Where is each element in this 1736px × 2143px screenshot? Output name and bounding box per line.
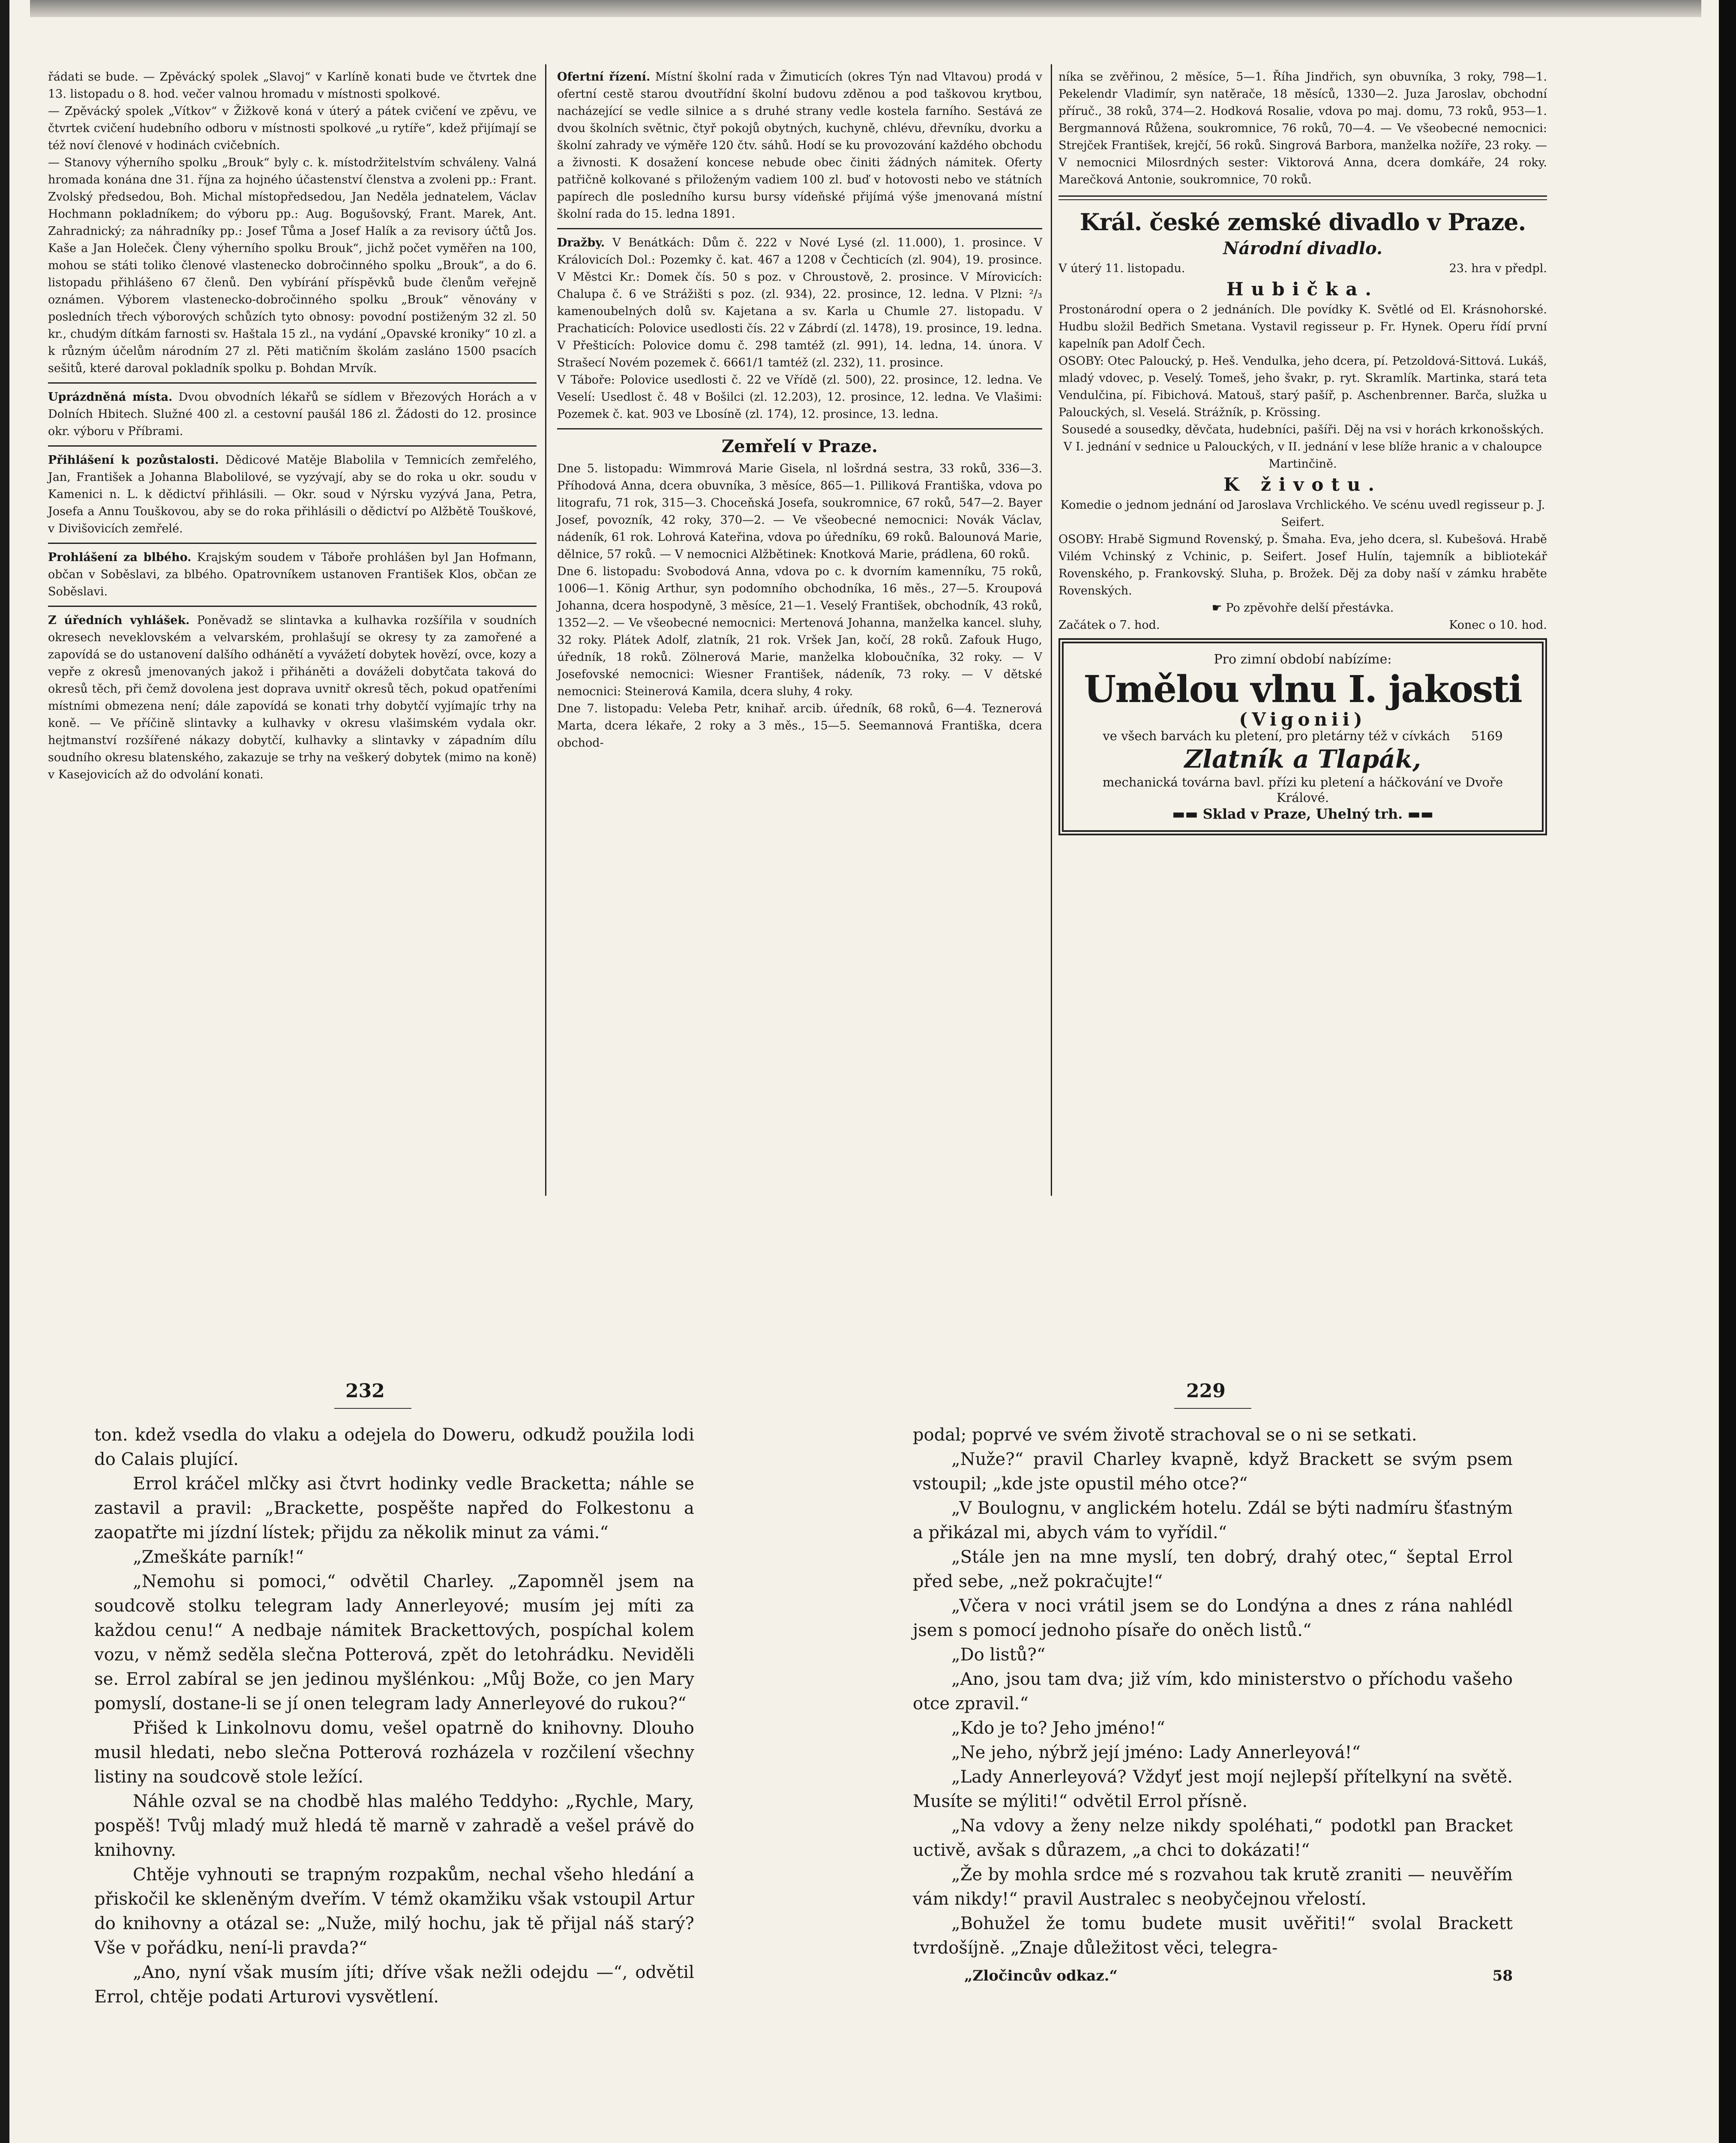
column-rule-1 (545, 64, 546, 1196)
ad-subheadline: (Vigonii) (1239, 709, 1367, 730)
story-paragraph: „Nuže?“ pravil Charley kvapně, když Brackett se svým psem vstoupil; „kde jste opustil mého otce?“ (913, 1450, 1513, 1494)
story-page-left (94, 1423, 694, 2009)
ad-address-row (1076, 805, 1529, 822)
official-notice (48, 612, 537, 783)
column-1 (48, 69, 537, 783)
story-paragraph: ton. kdež vsedla do vlaku a odejela do Doweru, odkudž použila lodi do Calais plující. (94, 1425, 694, 1469)
story-paragraph: „Lady Annerleyová? Vždyť jest mojí nejlepší přítelkyní na světě. Musíte se mýliti!“ odvětil Errol přísně. (913, 1767, 1513, 1811)
auctions-text-2: V Táboře: Polovice usedlosti č. 22 ve Vřídě (zl. 500), 22. prosince, 12. ledna. Ve Veselí: Usedlost č. 48 v Bošilci (zl. 12.203), 12. prosince, 12. ledna. Ve Vlašimi: Pozemek č. kat. 903 ve Lbosíně (zl. 174), 12. prosince, 13. ledna. (557, 373, 1042, 421)
school-tender-heading: Ofertní řízení. (557, 70, 651, 84)
theatre-subtitle: Národní divadlo. (1223, 238, 1382, 258)
school-tender-text: Místní školní rada v Žimuticích (okres Týn nad Vltavou) prodá v ofertní cestě starou dvoutřídní školní budovu zděnou a pod taškovou krytbou, nacházející se vedle silnice a s druhé strany vedle kostela farního. Sestává ze dvou školních světnic, čtyř pokojů obytných, kuchyně, chlévu, dřevníku, dvorku a školní zahrady ve výměře 120 čtv. sáhů. Hodí se ku provozování každého obchodu a živnosti. K dosažení koncese nebude obec činiti žádných námitek. Oferty patřičně kolkované s přiloženým vadiem 100 zl. buď v hotovosti nebo ve státních papírech dle posledního kursu bursy vídeňské přijímá výše jmenovaná místní školní rada do 15. ledna 1891. (557, 70, 1043, 221)
page-number-rule (1174, 1408, 1251, 1409)
column-2 (557, 69, 1042, 752)
auctions-notice (557, 234, 1042, 372)
vacancies-heading: Uprázdněná místa. (48, 390, 173, 404)
story-paragraph: „Stále jen na mne myslí, ten dobrý, drahý otec,“ šeptal Errol před sebe, „než pokračujte!“ (913, 1547, 1513, 1591)
times-row (1058, 617, 1547, 634)
story-paragraph: „Že by mohla srdce mé s rozvahou tak krutě zraniti — neuvěřím vám nikdy!“ pravil Australec s neobyčejnou vřelostí. (913, 1865, 1513, 1909)
inheritance-notice (48, 452, 537, 537)
double-divider (1058, 195, 1547, 200)
footer-title: „Zločincův odkaz.“ (964, 1967, 1118, 1984)
wool-advertisement (1058, 638, 1547, 835)
performance-date: V úterý 11. listopadu. (1058, 262, 1185, 275)
play-1-cast: OSOBY: Otec Paloucký, p. Heš. Vendulka, jeho dcera, pí. Petzoldová-Sittová. Lukáš, mladý vdovec, p. Veselý. Tomeš, jeho švakr, p. ryt. Skramlík. Martinka, stará teta Vendulčina, pí. Fibichová. Matouš, starý pašíř, p. Aschenbrenner. Barča, služka u Palouckých, sl. Veselá. Strážník, p. Krössing. (1058, 354, 1547, 419)
divider (48, 543, 537, 544)
official-text: Poněvadž se slintavka a kulhavka rozšířila v soudních okresech neveklovském a velvarském, prohlašují se okresy ty za zamořené a zapovídá se do ustanovení dalšího odhánětí a vyvážetí dobytek hovězí, ovce, kozy a vepře z okresů jmenovaných jakož i přiháněti a dováželi dobytčata taková do okresů těch, při čemž dovolena jest doprava uvnitř okresů těch, pokud opatřeními místními obmezena není; dále zapovídá se konati trhy dobytčí vyjímajíc trhy na koně. — Ve příčině slintavky a kulhavky v okresu vlašimském vydala okr. hejtmanství rozšířené nákazy dobytčí, kulhavky a slintavky v západním dílu soudního okresu blatenského, zakazuje se trhy na veškerý dobytek (mimo na koně) v Kasejovicích až do odvolání konati. (48, 614, 537, 781)
school-tender-notice (557, 69, 1042, 223)
story-paragraph: „Ano, nyní však musím jíti; dříve však nežli odejdu —“, odvětil Errol, chtěje podati Arturovi vysvětlení. (94, 1963, 694, 2007)
auctions-heading: Dražby. (557, 236, 605, 249)
ad-intro: Pro zimní období nabízíme: (1214, 652, 1392, 667)
deaths-day-3: Dne 7. listopadu: Veleba Petr, knihař. arcib. úředník, 68 roků, 6—4. Teznerová Marta, dcera lékaře, 2 roky a 3 měs., 15—5. Seemannová Františka, dcera obchod- (557, 702, 1042, 750)
top-edge-shadow (30, 0, 1701, 17)
play-1-setting: Sousedé a sousedky, děvčata, hudebníci, pašíři. Děj na vsi v horách krkonošských. V I. jednání v sednice u Palouckých, v II. jednání v lese blíže hranic a v chaloupce Martinčině. (1061, 423, 1544, 471)
inheritance-heading: Přihlášení k pozůstalosti. (48, 453, 219, 467)
story-paragraph: „Kdo je to? Jeho jméno!“ (951, 1718, 1165, 1738)
pointing-hand-icon: ☛ (1211, 601, 1222, 615)
play-title-1: Hubička. (1226, 279, 1379, 300)
theatre-title: Král. české zemské divadlo v Praze. (1079, 208, 1526, 236)
ad-firm-description: mechanická továrna bavl. přízi ku pletení a háčkování ve Dvoře Králové. (1102, 775, 1503, 805)
column-3 (1058, 69, 1547, 835)
story-paragraph: Chtěje vyhnouti se trapným rozpakům, nechal všeho hledání a přiskočil ke skleněným dveřím. V témž okamžiku však vstoupil Artur do knihovny a otázal se: „Nuže, milý hochu, jak tě přijal náš starý? Vše v pořádku, není-li pravda?“ (94, 1865, 694, 1958)
page-number-left: 232 (345, 1380, 385, 1402)
end-time: Konec o 10. hod. (1449, 618, 1547, 632)
story-paragraph: „Do listů?“ (951, 1645, 1046, 1665)
inheritance-text: Dědicové Matěje Blabolila v Temnicích zemřelého, Jan, František a Johanna Blabolilové, se vyzývají, aby se do roka u okr. soudu v Kamenici n. L. k dědictví přihlásili. — Okr. soud v Nýrsku vyzývá Jana, Petra, Josefa a Annu Touškovou, aby se do roka přihlásili o dědictví po Alžbětě Touškové, v Divišovicích zemřelé. (48, 453, 537, 535)
story-paragraph: „Ne jeho, nýbrž její jméno: Lady Annerleyová!“ (951, 1743, 1361, 1762)
story-paragraph: „Ano, jsou tam dva; již vím, kdo ministerstvo o příchodu vašeho otce zpravil.“ (913, 1669, 1513, 1714)
intermission-text: Po zpěvohře delší přestávka. (1226, 601, 1394, 615)
vacancies-text: Dvou obvodních lékařů se sídlem v Březových Horách a v Dolních Hbitech. Služné 400 zl. a cestovní paušál 186 zl. Žádosti do 12. prosince okr. výboru v Příbrami. (48, 390, 537, 438)
intermission-note (1058, 600, 1547, 617)
play-title-2: K životu. (1223, 474, 1382, 495)
auctions-text-1: V Benátkách: Dům č. 222 v Nové Lysé (zl. 11.000), 1. prosince. V Královicích Dol.: Pozemky č. kat. 467 a 1208 v Čechticích (zl. 904), 19. prosince. V Městci Kr.: Domek čís. 50 s poz. v Chroustově, 2. prosince. V Mírovicích: Chalupa č. 6 ve Strážišti s poz. (zl. 934), 22. prosince, 12. ledna. V Plzni: ²/₃ kamenoubelných dolů sv. Kajetana a sv. Karla u Chumle 27. listopadu. V Prachaticích: Polovice usedlosti čís. 22 v Zábrdí (zl. 1478), 19. prosince, 19. ledna. V Přešticích: Polovice domu č. 298 tamtéž (zl. 991), 14. ledna, 14. února. V Strašecí Novém pozemek č. 6661/1 tamtéž (zl. 232), 11. prosince. (557, 236, 1042, 369)
deaths-continued: níka se zvěřinou, 2 měsíce, 5—1. Říha Jindřich, syn obuvníka, 3 roky, 798—1. Pekelendr Vladimír, syn natěrače, 18 měsíců, 1330—2. Juza Jaroslav, obchodní příruč., 38 roků, 374—2. Hodková Rosalie, vdova po maj. domu, 73 roků, 953—1. Bergmannová Růžena, soukromnice, 76 roků, 70—4. — Ve všeobecné nemocnici: Strejček František, krejčí, 56 roků. Singrová Barbora, manželka nožíře, 23 roky. — V nemocnici Milosrdných sester: Viktorová Anna, dcera domkáře, 24 roky. Marečková Antonie, soukromnice, 70 roků. (1058, 70, 1547, 186)
story-footer (913, 1964, 1513, 1988)
story-paragraph: Errol kráčel mlčky asi čtvrt hodinky vedle Bracketta; náhle se zastavil a pravil: „Brackette, pospěšte napřed do Folkestonu a zaopatřte mi jízdní lístek; přijdu za několik minut za vámi.“ (94, 1474, 694, 1543)
ad-description: ve všech barvách ku pletení, pro pletárny též v cívkách (1103, 729, 1450, 743)
divider (48, 382, 537, 384)
performance-date-row (1058, 260, 1547, 277)
divider (48, 606, 537, 607)
deaths-title: Zemřelí v Praze. (721, 436, 878, 456)
story-paragraph: „Na vdovy a ženy nelze nikdy spoléhati,“ podotkl pan Bracket uctivě, avšak s důrazem, „a chci to dokázati!“ (913, 1816, 1513, 1860)
incompetence-text: Krajským soudem v Táboře prohlášen byl Jan Hofmann, občan v Soběslavi, za blbého. Opatrovníkem ustanoven František Klos, občan ze Soběslavi. (48, 551, 537, 598)
story-paragraph: „Zmeškáte parník!“ (133, 1547, 304, 1567)
official-heading: Z úředních vyhlášek. (48, 614, 190, 627)
divider (557, 228, 1042, 229)
page-number-right: 229 (1186, 1380, 1226, 1402)
vacancies-notice (48, 389, 537, 440)
black-bar-icon: ▬▬ (1407, 806, 1433, 822)
play-1-description: Prostonárodní opera o 2 jednáních. Dle povídky K. Světlé od El. Krásnohorské. Hudbu složil Bedřich Smetana. Vystavil regisseur p. Fr. Hynek. Operu řídí první kapelník pan Adolf Čech. (1058, 303, 1547, 351)
incompetence-notice (48, 549, 537, 600)
incompetence-heading: Prohlášení za blbého. (48, 551, 192, 564)
story-paragraph: „Včera v noci vrátil jsem se do Londýna a dnes z rána nahlédl jsem s pomocí jednoho písaře do oněch listů.“ (913, 1596, 1513, 1640)
club-news-1: řádati se bude. — Zpěvácký spolek „Slavoj“ v Karlíně konati bude ve čtvrtek dne 13. listopadu o 8. hod. večer valnou hromadu v místnosti spolkové. (48, 70, 537, 101)
ad-firm-name: Zlatník a Tlapák, (1184, 744, 1421, 774)
deaths-day-2: Dne 6. listopadu: Svobodová Anna, vdova po c. k dvorním kamenníku, 75 roků, 1006—1. König Arthur, syn podomního obchodníka, 16 měs., 27—5. Kroupová Johanna, dcera hospodyně, 3 měsíce, 21—1. Veselý František, obchodník, 43 roků, 1352—2. — Ve všeobecné nemocnici: Mertenová Johanna, manželka kancel. sluhy, 32 roky. Plátek Adolf, zlatník, 21 rok. Vršek Jan, kočí, 28 roků. Zafouk Hugo, úředník, 18 roků. Zölnerová Marie, manželka kloboučníka, 32 roky. — V Josefovské nemocnici: Wiesner František, nádeník, 73 roky. — V dětské nemocnici: Steinerová Kamila, dcera sluhy, 4 roky. (557, 565, 1042, 698)
deaths-day-1: Dne 5. listopadu: Wimmrová Marie Gisela, nl lošrdná sestra, 33 roků, 336—3. Příhodová Anna, dcera obuvníka, 3 měsíce, 865—1. Pilliková Františka, vdova po litografu, 71 rok, 315—3. Choceňská Josefa, soukromnice, 67 roků, 547—2. Bayer Josef, povozník, 42 roky, 370—2. — Ve všeobecné nemocnici: Novák Václav, nádeník, 61 rok. Lohrová Kateřina, vdova po úředníku, 69 roků. Balounová Marie, dělnice, 57 roků. — V nemocnici Alžbětinek: Knotková Marie, prádlena, 60 roků. (557, 462, 1042, 561)
play-2-cast: OSOBY: Hrabě Sigmund Rovenský, p. Šmaha. Eva, jeho dcera, sl. Kubešová. Hrabě Vilém Vchinský z Vchinic, p. Seifert. Josef Hulín, tajemník a bibliotekář Rovenského, p. Frankovský. Sluha, p. Brožek. Děj za doby naší v zámku hraběte Rovenských. (1058, 533, 1547, 597)
club-news-2: — Zpěvácký spolek „Vítkov“ v Žižkově koná v úterý a pátek cvičení ve zpěvu, ve čtvrtek cvičení hudebního odboru v místnosti spolkové „u rytíře“, kdež přijímají se též noví členové v hodinách cvičebních. (48, 105, 537, 152)
subscription-number: 23. hra v předpl. (1449, 262, 1547, 275)
club-news-3: — Stanovy výherního spolku „Brouk“ byly c. k. místodržitelstvím schváleny. Valná hromada konána dne 31. října za hojného účastenství členstva a zvoleni pp.: Frant. Zvolský předsedou, Boh. Michal místopředsedou, Jan Neděla jednatelem, Václav Hochmann pokladníkem; do výboru pp.: Aug. Bogušovský, Frant. Marek, Ant. Zahradnický; za náhradníky pp.: Josef Tůma a Josef Halík a za revisory účtů Jos. Kaše a Jan Holeček. Členy výherního spolku Brouk“, jichž počet vyměřen na 100, mohou se státi toliko členové vlastenecko dobročinného spolku „Brouk“, a do 6. listopadu přihlášeno 67 členů. Den vybírání příspěvků bude členům veřejně oznámen. Výborem vlastenecko-dobročinného spolku „Brouk“ věnovány v posledních třech výborových schůzích tyto obnosy: povodní postiženým 32 zl. 50 kr., chudým dítkám farnosti sv. Haštala 15 zl., na vydání „Opavské kroniky“ 10 zl. a k různým účelům národním 27 zl. Pěti matičním školám zasláno 1500 psacích sešitů, které daroval pokladník spolku p. Bohdan Mrvík. (48, 156, 537, 375)
story-page-right (913, 1423, 1513, 1988)
story-paragraph: „V Boulognu, v anglickém hotelu. Zdál se býti nadmíru šťastným a přikázal mi, abych vám to vyřídil.“ (913, 1498, 1513, 1543)
divider (48, 445, 537, 447)
footer-number: 58 (1492, 1967, 1513, 1984)
black-bar-icon: ▬▬ (1172, 806, 1198, 822)
ad-description-row (1076, 728, 1529, 744)
story-paragraph: Náhle ozval se na chodbě hlas malého Teddyho: „Rychle, Mary, pospěš! Tvůj mladý muž hledá tě marně v zahradě a vešel právě do knihovny. (94, 1792, 694, 1860)
story-paragraph: podal; poprvé ve svém životě strachoval se o ni se setkati. (913, 1425, 1417, 1445)
ad-headline: Umělou vlnu I. jakosti (1084, 668, 1522, 711)
play-2-description: Komedie o jednom jednání od Jaroslava Vrchlického. Ve scénu uvedl regisseur p. J. Seifert. (1060, 498, 1545, 529)
story-paragraph: „Nemohu si pomoci,“ odvětil Charley. „Zapomněl jsem na soudcově stolku telegram lady Annerleyové; musím jej míti za každou cenu!“ A nedbaje námitek Brackettových, pospíchal kolem vozu, v němž seděla slečna Potterová, zpět do letohrádku. Neviděli se. Errol zabíral se jen jedinou myšlénkou: „Můj Bože, co jen Mary pomyslí, dostane-li se jí onen telegram lady Annerleyové do rukou?“ (94, 1572, 694, 1714)
divider (557, 428, 1042, 429)
start-time: Začátek o 7. hod. (1058, 618, 1160, 632)
ad-number: 5169 (1471, 729, 1503, 743)
ad-address: Sklad v Praze, Uhelný trh. (1202, 806, 1403, 822)
story-paragraph: Přišed k Linkolnovu domu, vešel opatrně do knihovny. Dlouho musil hledati, nebo slečna Potterová rozházela v rozčilení všechny listiny na soudcově stole ležící. (94, 1718, 694, 1787)
story-paragraph: „Bohužel že tomu budete musit uvěřiti!“ svolal Brackett tvrdošíjně. „Znaje důležitost věci, telegra- (913, 1914, 1513, 1958)
page-number-rule (334, 1408, 411, 1409)
column-rule-2 (1051, 64, 1052, 1196)
